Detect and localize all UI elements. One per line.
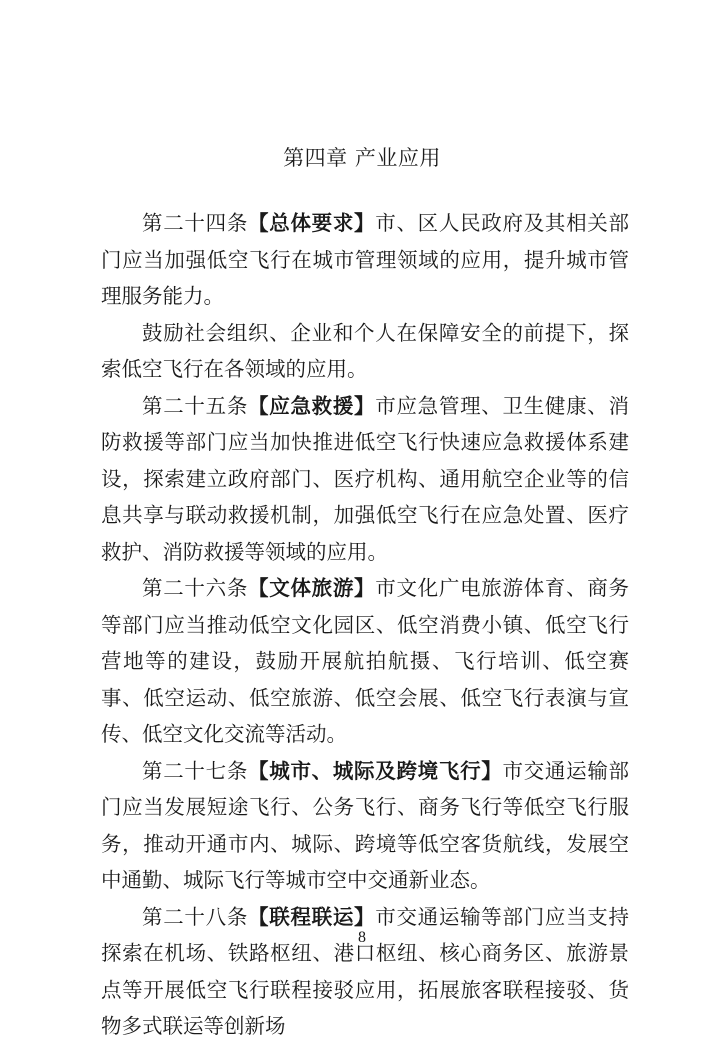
paragraph-article-27 [101, 753, 629, 899]
paragraph-text: 市文化广电旅游体育、商务等部门应当推动低空文化园区、低空消费小镇、低空飞行营地等的建设，鼓励开展航拍航摄、飞行培训、低空赛事、低空运动、低空旅游、低空会展、低空飞行表演与宣传、低空文化交流等活动。 [101, 576, 630, 746]
article-heading: 【城市、城际及跨境飞行】 [248, 758, 503, 783]
paragraph-text: 市交通运输部门应当发展短途飞行、公务飞行、商务飞行等低空飞行服务，推动开通市内、城际、跨境等低空客货航线，发展空中通勤、城际飞行等城市空中交通新业态。 [101, 758, 630, 892]
paragraph-text: 市应急管理、卫生健康、消防救援等部门应当加快推进低空飞行快速应急救援体系建设，探索建立政府部门、医疗机构、通用航空企业等的信息共享与联动救援机制，加强低空飞行在应急处置、医疗救护、消防救援等领域的应用。 [101, 393, 630, 564]
paragraph-text: 市、区人民政府及其相关部门应当加强低空飞行在城市管理领域的应用，提升城市管理服务能力。 [101, 211, 630, 308]
article-number: 第二十八条 [142, 904, 249, 929]
article-number: 第二十四条 [142, 211, 249, 235]
paragraph-text: 鼓励社会组织、企业和个人在保障安全的前提下，探索低空飞行在各领域的应用。 [101, 320, 629, 381]
article-heading: 【联程联运】 [248, 904, 376, 929]
article-number: 第二十五条 [142, 393, 249, 418]
article-number: 第二十七条 [142, 758, 249, 783]
paragraph-article-26 [101, 570, 629, 753]
paragraph-article-24 [101, 205, 629, 315]
body-text [101, 205, 629, 1045]
article-heading: 【文体旅游】 [248, 576, 376, 600]
article-heading: 【应急救援】 [248, 393, 376, 418]
paragraph-article-24-clause-2 [101, 315, 629, 388]
paragraph-article-28 [101, 899, 629, 1045]
page-number: 8 [358, 929, 366, 946]
article-number: 第二十六条 [142, 576, 249, 600]
article-heading: 【总体要求】 [248, 211, 376, 235]
paragraph-text: 市交通运输等部门应当支持探索在机场、铁路枢纽、港口枢纽、核心商务区、旅游景点等开展低空飞行联程接驳应用，拓展旅客联程接驳、货物多式联运等创新场 [101, 904, 630, 1038]
chapter-title: 第四章 产业应用 [283, 146, 441, 170]
paragraph-article-25 [101, 388, 629, 571]
